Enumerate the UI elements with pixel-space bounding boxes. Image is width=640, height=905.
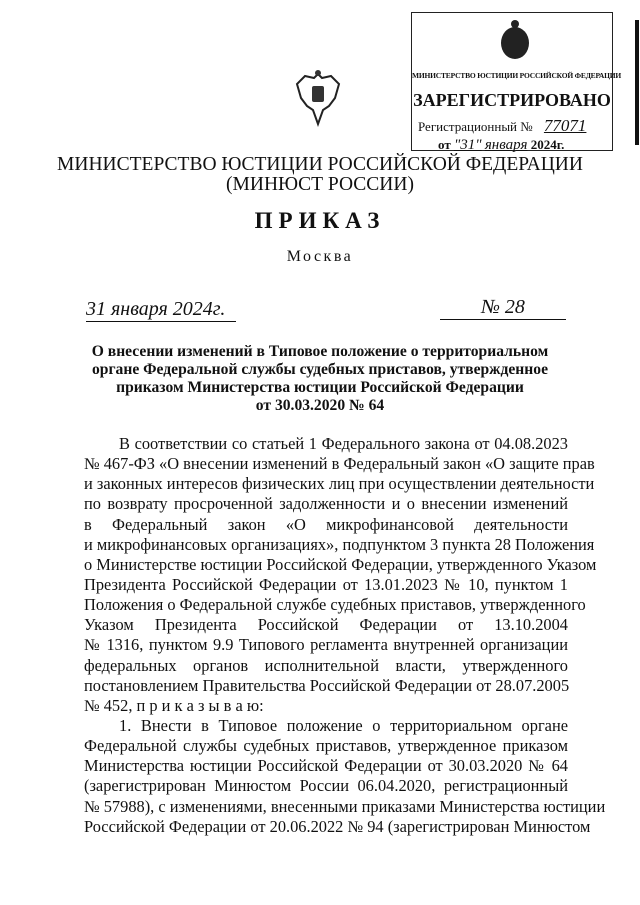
- body-line: федеральных органов исполнительной власти, утвержденного: [84, 655, 568, 675]
- body-line: № 452, п р и к а з ы в а ю:: [84, 695, 264, 715]
- body-line: по возврату просроченной задолженности и о внесении изменений: [84, 494, 568, 514]
- document-type: ПРИКАЗ: [254, 208, 386, 233]
- subject-line: О внесении изменений в Типовое положение о территориальном: [91, 343, 549, 360]
- body-line: № 57988), с изменениями, внесенными приказами Министерства юстиции: [84, 796, 606, 816]
- ministry-short-name: (МИНЮСТ РОССИИ): [226, 174, 414, 195]
- stamp-emblem-icon: [497, 19, 533, 63]
- body-line: № 1316, пунктом 9.9 Типового регламента внутренней организации: [84, 635, 568, 655]
- registration-stamp: [411, 12, 621, 153]
- order-number: № 28: [440, 296, 566, 320]
- subject-line: органе Федеральной службы судебных приставов, утвержденное: [92, 361, 548, 378]
- subject-line: от 30.03.2020 № 64: [255, 397, 385, 414]
- body-line: 1. Внести в Типовое положение о территориальном органе: [119, 715, 568, 735]
- body-line: № 467-ФЗ «О внесении изменений в Федеральный закон «О защите прав: [84, 454, 595, 474]
- order-body: [84, 434, 606, 837]
- date-year: 2024г.: [530, 137, 565, 152]
- body-line: и законных интересов физических лиц при осуществлении деятельности: [84, 474, 595, 494]
- stamp-registered: ЗАРЕГИСТРИРОВАНО: [413, 90, 611, 110]
- coat-of-arms-emblem: [293, 68, 343, 130]
- order-date: 31 января 2024г.: [86, 298, 236, 322]
- ministry-name: МИНИСТЕРСТВО ЮСТИЦИИ РОССИЙСКОЙ ФЕДЕРАЦИИ: [57, 154, 583, 175]
- body-line: и микрофинансовых организациях», подпунктом 3 пункта 28 Положения: [84, 534, 595, 554]
- body-line: Министерства юстиции Российской Федерации от 30.03.2020 № 64: [84, 756, 568, 776]
- scan-edge: [635, 20, 639, 145]
- body-line: о Министерстве юстиции Российской Федерации, утвержденного Указом: [84, 554, 597, 574]
- body-line: Российской Федерации от 20.06.2022 № 94 (зарегистрирован Минюстом: [84, 816, 591, 836]
- stamp-reg-number: [418, 116, 600, 136]
- body-line: Указом Президента Российской Федерации от 13.10.2004: [84, 615, 568, 635]
- body-line: Положения о Федеральной службе судебных приставов, утвержденного: [84, 595, 586, 615]
- reg-number: 77071: [543, 116, 587, 135]
- stamp-ministry: МИНИСТЕРСТВО ЮСТИЦИИ РОССИЙСКОЙ ФЕДЕРАЦИИ: [412, 71, 621, 80]
- date-day: "31": [453, 137, 482, 153]
- date-month: января: [484, 137, 528, 153]
- body-line: постановлением Правительства Российской Федерации от 28.07.2005: [84, 675, 570, 695]
- body-line: (зарегистрирован Минюстом России 06.04.2020, регистрационный: [84, 776, 568, 796]
- body-line: В соответствии со статьей 1 Федерального закона от 04.08.2023: [119, 434, 568, 453]
- reg-label: Регистрационный №: [418, 119, 533, 134]
- city: Москва: [286, 248, 354, 265]
- body-line: в Федеральный закон «О микрофинансовой деятельности: [84, 514, 568, 534]
- order-subject: [0, 343, 640, 415]
- stamp-date: [438, 137, 564, 154]
- body-line: Федеральной службы судебных приставов, утвержденное приказом: [84, 736, 568, 756]
- body-line: Президента Российской Федерации от 13.01.2023 № 10, пунктом 1: [84, 574, 568, 594]
- date-prefix: от: [438, 137, 451, 152]
- subject-line: приказом Министерства юстиции Российской Федерации: [116, 379, 524, 396]
